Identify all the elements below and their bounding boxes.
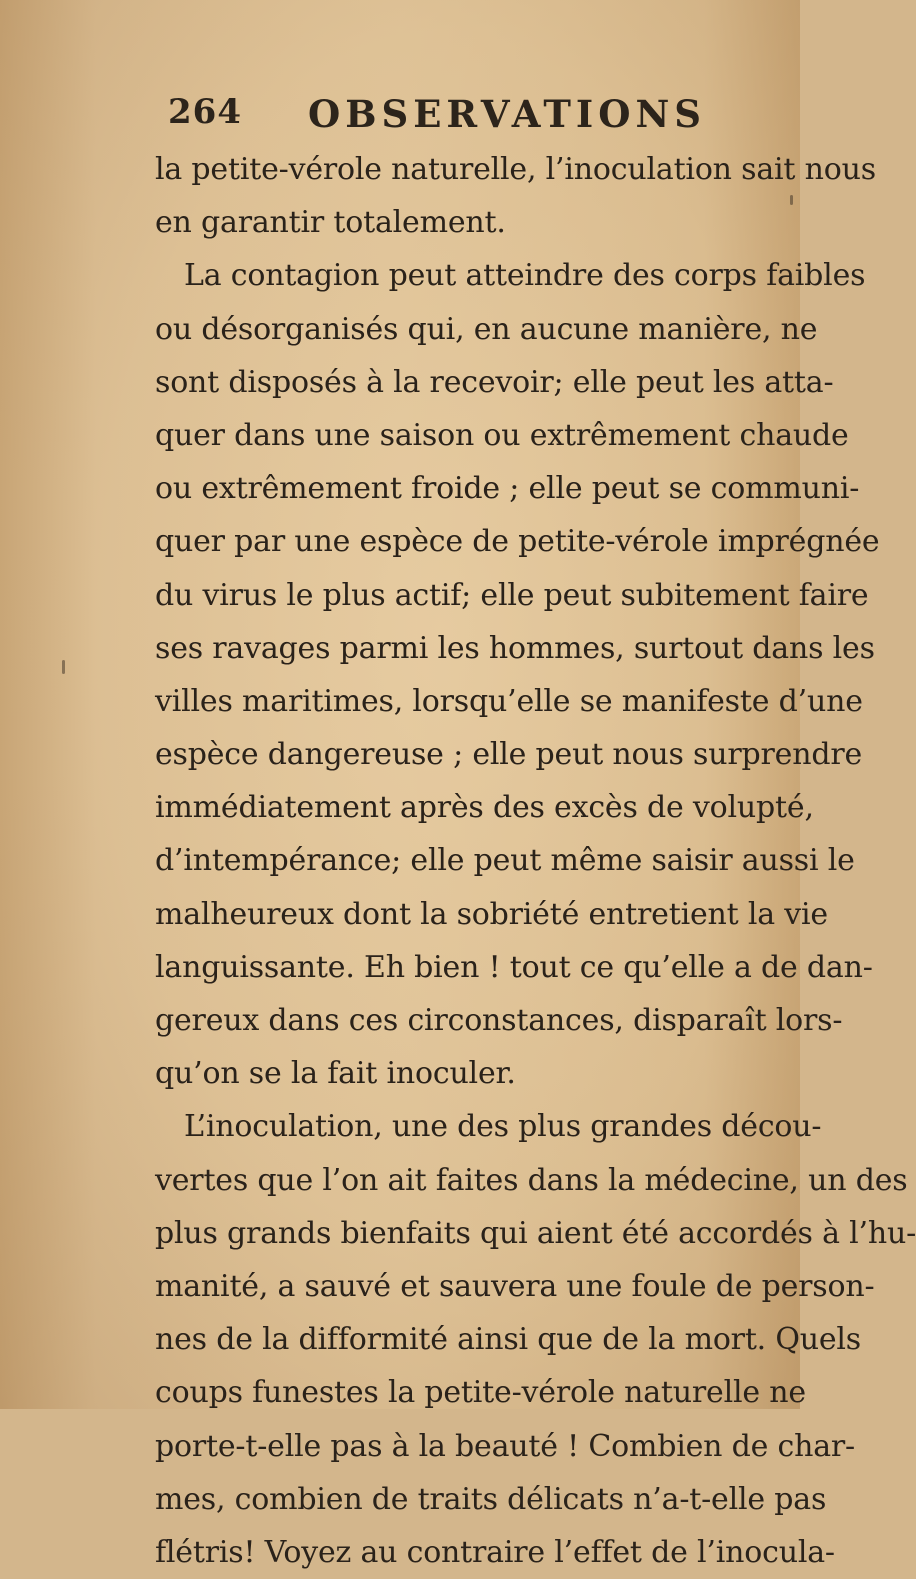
text-line: quer par une espèce de petite-vérole imprégnée [155, 524, 880, 560]
text-line: la petite-vérole naturelle, l’inoculation sait nous [155, 152, 876, 187]
text-line: coups funestes la petite-vérole naturelle ne [155, 1375, 806, 1411]
text-line: villes maritimes, lorsqu’elle se manifeste d’une [155, 683, 863, 719]
text-line: languissante. Eh bien ! tout ce qu’elle a de dan- [155, 949, 873, 985]
text-line: vertes que l’on ait faites dans la médecine, un des [155, 1162, 908, 1198]
text-line: immédiatement après des excès de volupté, [155, 790, 814, 826]
page-header [0, 92, 800, 142]
ink-speck [790, 195, 793, 205]
text-line: flétris! Voyez au contraire l’effet de l’inocula- [155, 1534, 835, 1570]
text-line: en garantir totalement. [155, 205, 506, 241]
running-head: OBSERVATIONS [308, 92, 706, 136]
text-line: mes, combien de traits délicats n’a-t-elle pas [155, 1481, 827, 1517]
text-line: ses ravages parmi les hommes, surtout dans les [155, 630, 875, 666]
ink-speck [62, 660, 65, 674]
text-line: ou extrêmement froide ; elle peut se communi- [155, 471, 860, 507]
page-number: 264 [168, 92, 242, 132]
text-line: d’intempérance; elle peut même saisir aussi le [155, 843, 855, 879]
text-line: malheureux dont la sobriété entretient la vie [155, 896, 828, 932]
text-line: du virus le plus actif; elle peut subitement faire [155, 577, 869, 613]
text-line: gereux dans ces circonstances, disparaît lors- [155, 1003, 843, 1038]
text-line: quer dans une saison ou extrêmement chaude [155, 417, 849, 453]
text-line: ou désorganisés qui, en aucune manière, ne [155, 311, 818, 347]
text-line: L’inoculation, une des plus grandes décou- [184, 1109, 822, 1145]
text-line: plus grands bienfaits qui aient été accordés à l’hu- [155, 1215, 916, 1251]
text-line: porte-t-elle pas à la beauté ! Combien de char- [155, 1428, 855, 1464]
text-line: La contagion peut atteindre des corps faibles [184, 258, 866, 294]
text-line: espèce dangereuse ; elle peut nous surprendre [155, 737, 863, 773]
text-line: manité, a sauvé et sauvera une foule de person- [155, 1268, 875, 1304]
text-line: qu’on se la fait inoculer. [155, 1056, 516, 1092]
body-text [155, 143, 916, 1579]
text-line: nes de la difformité ainsi que de la mort. Quels [155, 1322, 862, 1358]
text-line: sont disposés à la recevoir; elle peut les atta- [155, 364, 834, 400]
